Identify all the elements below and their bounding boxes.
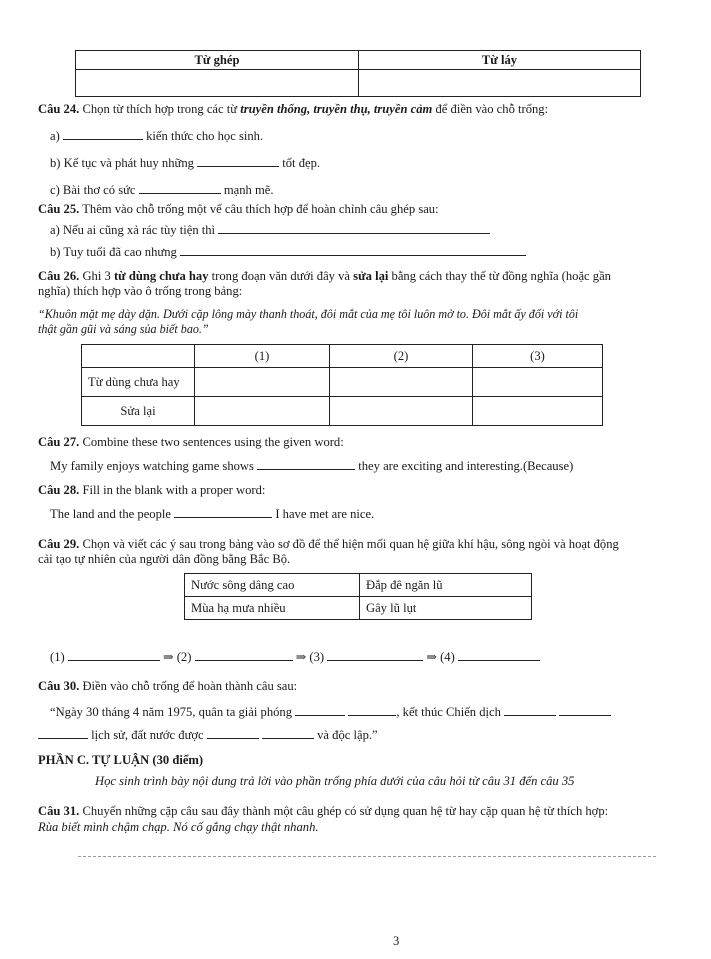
question-number: Câu 24.	[38, 102, 80, 116]
word-correction-table: (1) (2) (3) Từ dùng chưa hay Sửa lại	[81, 344, 603, 426]
blank-field[interactable]	[218, 223, 490, 234]
blank-field[interactable]	[174, 507, 272, 518]
q29-chain: (1) ⇒ (2) ⇒ (3) ⇒ (4)	[50, 649, 540, 665]
answer-cell[interactable]	[330, 368, 473, 397]
question-29: Câu 29. Chọn và viết các ý sau trong bảng vào sơ đồ để thể hiện mối quan hệ giữa khí hậu, sông ngòi và hoạt động	[38, 537, 619, 551]
page-number: 3	[393, 934, 400, 948]
answer-cell[interactable]	[359, 70, 641, 97]
q25-a: a) Nếu ai cũng xả rác tùy tiện thì	[50, 222, 490, 238]
idea-cell: Nước sông dâng cao	[185, 574, 360, 597]
blank-field[interactable]	[207, 728, 259, 739]
q26-line2: nghĩa) thích hợp vào ô trống trong bảng:	[38, 284, 243, 298]
answer-line[interactable]	[78, 856, 656, 857]
q29-line2: cải tạo tự nhiên của người dân đồng bằng Bắc Bộ.	[38, 552, 291, 566]
answer-cell[interactable]	[76, 70, 359, 97]
question-25: Câu 25. Thêm vào chỗ trống một vế câu thích hợp để hoàn chỉnh câu ghép sau:	[38, 202, 439, 216]
blank-field[interactable]	[257, 459, 355, 470]
blank-field[interactable]	[195, 650, 293, 661]
row-label: Từ dùng chưa hay	[82, 368, 195, 397]
blank-field[interactable]	[458, 650, 540, 661]
col-compound-words: Từ ghép	[76, 51, 359, 70]
blank-field[interactable]	[68, 650, 160, 661]
q25-b: b) Tuy tuổi đã cao nhưng	[50, 244, 526, 260]
q30-line2: lịch sử, đất nước được và độc lập.”	[38, 727, 378, 743]
compound-reduplicative-table	[75, 50, 641, 97]
q31-example: Rùa biết mình chậm chạp. Nó cố gắng chạy thật nhanh.	[38, 820, 319, 834]
question-31: Câu 31. Chuyển những cặp câu sau đây thành một câu ghép có sử dụng quan hệ từ hay cặp quan hệ từ thích hợp:	[38, 804, 609, 818]
corner-cell	[82, 345, 195, 368]
q26-quote-2: thật gần gũi và sáng sủa biết bao.”	[38, 322, 209, 336]
part-c-note: Học sinh trình bày nội dung trả lời vào phần trống phía dưới của câu hỏi từ câu 31 đến câu 35	[95, 774, 575, 788]
idea-cell: Mùa hạ mưa nhiều	[185, 597, 360, 620]
row-label: Sửa lại	[82, 397, 195, 426]
blank-field[interactable]	[139, 183, 221, 194]
q27-sentence: My family enjoys watching game shows they are exciting and interesting.(Because)	[50, 459, 574, 473]
blank-field[interactable]	[559, 705, 611, 716]
q30-line1: “Ngày 30 tháng 4 năm 1975, quân ta giải phóng , kết thúc Chiến dịch	[50, 704, 611, 720]
blank-field[interactable]	[63, 129, 143, 140]
question-28: Câu 28. Fill in the blank with a proper word:	[38, 483, 266, 497]
question-30: Câu 30. Điền vào chỗ trống để hoàn thành câu sau:	[38, 679, 298, 693]
idea-cell: Đắp đê ngăn lũ	[360, 574, 532, 597]
answer-cell[interactable]	[195, 368, 330, 397]
answer-cell[interactable]	[473, 368, 603, 397]
q24-c: c) Bài thơ có sức mạnh mẽ.	[50, 183, 274, 197]
blank-field[interactable]	[327, 650, 423, 661]
answer-cell[interactable]	[473, 397, 603, 426]
blank-field[interactable]	[504, 705, 556, 716]
answer-cell[interactable]	[330, 397, 473, 426]
q24-a: a) kiến thức cho học sinh.	[50, 129, 264, 143]
blank-field[interactable]	[38, 728, 88, 739]
idea-table	[184, 573, 532, 620]
blank-field[interactable]	[262, 728, 314, 739]
q26-quote: “Khuôn mặt mẹ dày dặn. Dưới cặp lông mày thanh thoát, đôi mắt của mẹ tôi luôn mở to. Đôi mắt ấy đối với tôi	[38, 307, 579, 321]
part-c-title: PHẦN C. TỰ LUẬN (30 điểm)	[38, 753, 204, 767]
question-24: Câu 24. Chọn từ thích hợp trong các từ truyền thống, truyền thụ, truyền cảm để điền vào chỗ trống:	[38, 102, 549, 116]
answer-cell[interactable]	[195, 397, 330, 426]
word-options: truyền thống, truyền thụ, truyền cảm	[240, 102, 433, 116]
col-reduplicative-words: Từ láy	[359, 51, 641, 70]
blank-field[interactable]	[348, 705, 396, 716]
blank-field[interactable]	[180, 245, 526, 256]
idea-cell: Gây lũ lụt	[360, 597, 532, 620]
blank-field[interactable]	[197, 156, 279, 167]
question-26: Câu 26. Ghi 3 từ dùng chưa hay trong đoạn văn dưới đây và sửa lại bằng cách thay thế từ đồng nghĩa (hoặc gần	[38, 269, 611, 283]
q28-sentence: The land and the people I have met are nice.	[50, 507, 375, 521]
q24-b: b) Kế tục và phát huy những tốt đẹp.	[50, 156, 321, 170]
question-27: Câu 27. Combine these two sentences using the given word:	[38, 435, 344, 449]
blank-field[interactable]	[295, 705, 345, 716]
